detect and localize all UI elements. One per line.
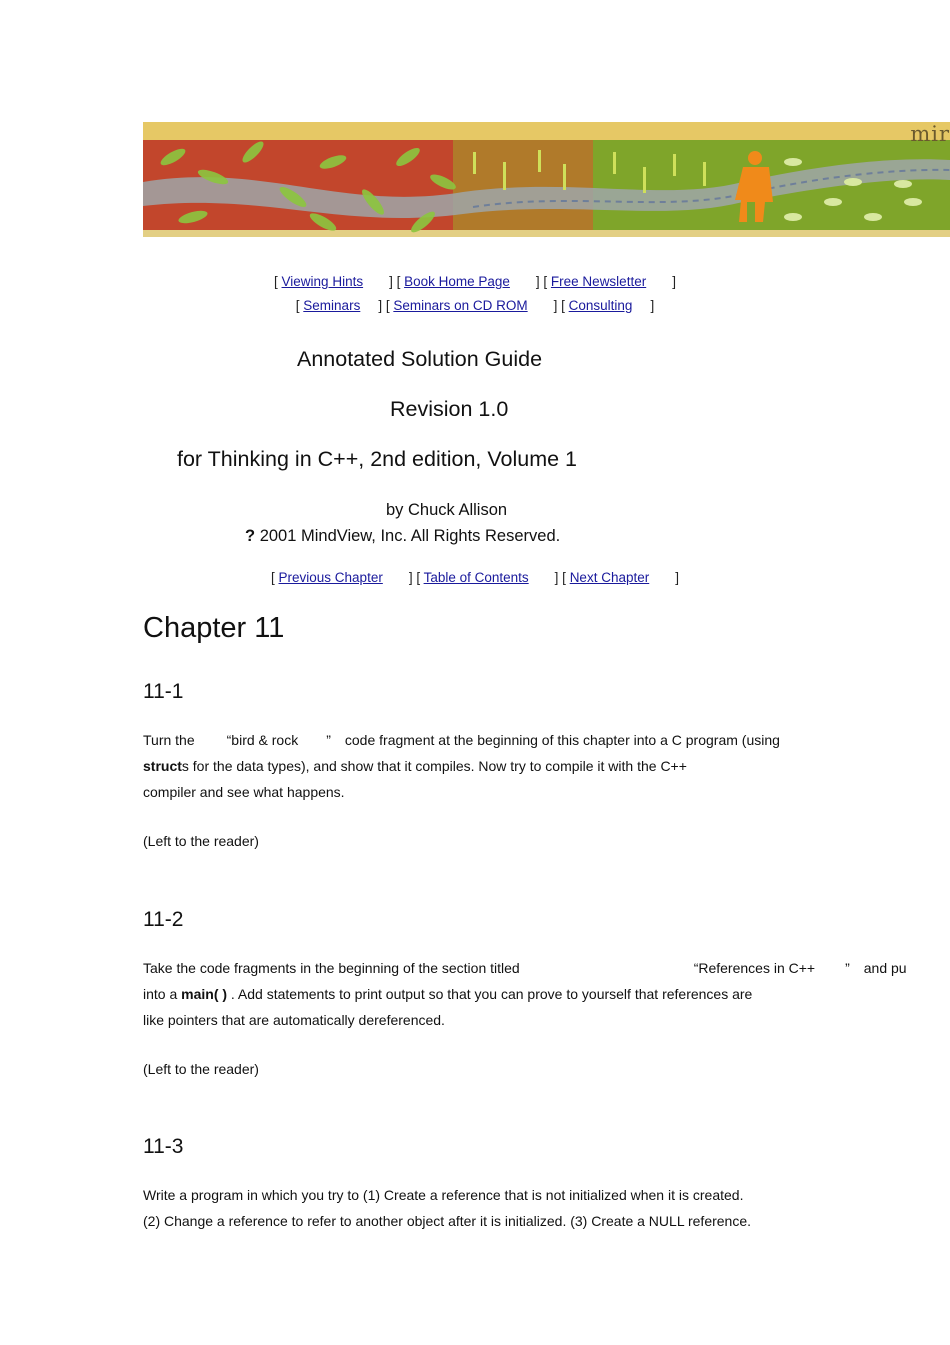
seminars-link[interactable]: Seminars [303,298,361,313]
exercise-11-1-answer: (Left to the reader) [143,833,259,849]
copyright-line [245,527,560,546]
exercise-11-1-line-1: Turn the “bird & rock ” code fragment at the beginning of this chapter into a C program (using [143,732,780,748]
guide-title: Annotated Solution Guide [297,347,543,371]
exercise-11-2-line-3: like pointers that are automatically dereferenced. [143,1012,445,1028]
exercise-heading-11-1: 11-1 [143,680,184,703]
chapter-heading: Chapter 11 [143,612,285,644]
seminars-cd-rom-link[interactable]: Seminars on CD ROM [393,298,528,313]
copyright-text: 2001 MindView, Inc. All Rights Reserved. [259,527,561,545]
exercise-11-1-line-2: structs for the data types), and show that it compiles. Now try to compile it with the C++ [143,758,687,774]
exercise-heading-11-3: 11-3 [143,1135,184,1158]
exercise-11-1-text [143,727,780,805]
header-banner [143,122,950,237]
exercise-11-1-line-3: compiler and see what happens. [143,784,345,800]
previous-chapter-link[interactable]: Previous Chapter [278,570,383,585]
exercise-11-2-answer: (Left to the reader) [143,1061,259,1077]
exercise-11-2-text [143,955,907,1033]
brand-logo-text: mir [910,122,950,146]
author-line: by Chuck Allison [386,501,508,519]
free-newsletter-link[interactable]: Free Newsletter [550,274,647,289]
top-nav-row-1: [ Viewing Hints ] [ Book Home Page ] [ Free Newsletter ] [274,274,676,289]
exercise-11-2-line-1: Take the code fragments in the beginning of the section titled “References in C++ ” and pu [143,960,907,976]
exercise-11-2-line-2: into a main( ) . Add statements to print output so that you can prove to yourself that references are [143,986,753,1002]
copyright-symbol: ? [245,527,256,545]
consulting-link[interactable]: Consulting [568,298,633,313]
exercise-11-3-line-2: (2) Change a reference to refer to another object after it is initialized. (3) Create a NULL reference. [143,1213,752,1229]
next-chapter-link[interactable]: Next Chapter [569,570,650,585]
exercise-heading-11-2: 11-2 [143,908,184,931]
top-nav-row-2: [ Seminars ] [ Seminars on CD ROM ] [ Consulting ] [295,298,655,313]
exercise-11-3-text [143,1182,751,1234]
book-title: for Thinking in C++, 2nd edition, Volume 1 [177,447,577,471]
revision-title: Revision 1.0 [390,397,509,421]
banner-artwork [143,122,950,237]
chapter-nav-row: [ Previous Chapter ] [ Table of Contents ] [ Next Chapter ] [271,570,679,585]
viewing-hints-link[interactable]: Viewing Hints [281,274,364,289]
book-home-page-link[interactable]: Book Home Page [404,274,510,289]
table-of-contents-link[interactable]: Table of Contents [423,570,529,585]
exercise-11-3-line-1: Write a program in which you try to (1) Create a reference that is not initialized when it is created. [143,1187,744,1203]
